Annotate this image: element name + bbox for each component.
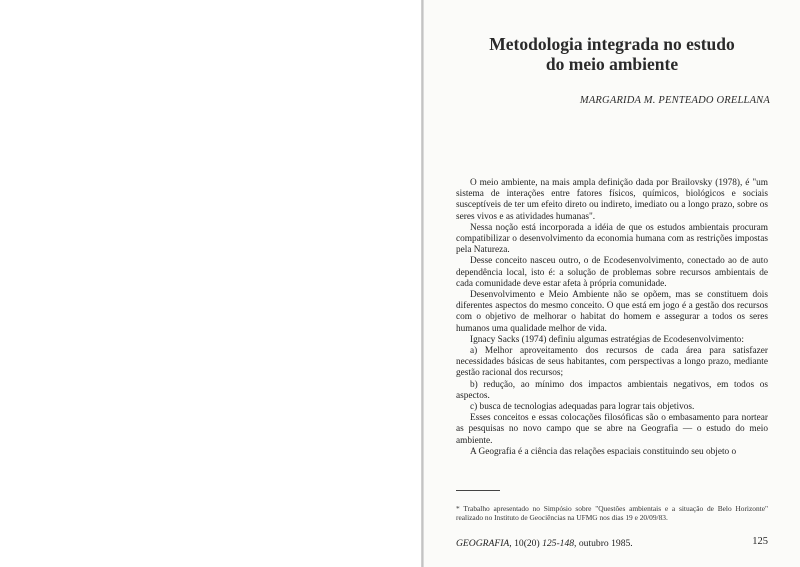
article-body bbox=[456, 178, 768, 458]
list-item: b) redução, ao mínimo dos impactos ambientais negativos, em todos os aspectos. bbox=[456, 379, 768, 401]
paragraph: O meio ambiente, na mais ampla definição dada por Brailovsky (1978), é "um sistema de interações entre fatores físicos, químicos, biológicos e sociais susceptíveis de ter um efeito direto ou indireto, imediato ou a longo prazo, sobre os seres vivos e as atividades humanas". bbox=[456, 178, 768, 222]
title-line-2: do meio ambiente bbox=[545, 54, 679, 74]
author-name: MARGARIDA M. PENTEADO ORELLANA bbox=[579, 95, 770, 106]
title-line-1: Metodologia integrada no estudo bbox=[489, 34, 735, 54]
journal-citation bbox=[456, 538, 633, 549]
footnote: * Trabalho apresentado no Simpósio sobre "Questões ambientais e a situação de Belo Horizonte" realizado no Instituto de Geociências na UFMG nos dias 19 e 20/09/83. bbox=[456, 504, 768, 523]
list-item: c) busca de tecnologias adequadas para lograr tais objetivos. bbox=[470, 402, 695, 413]
paragraph: Esses conceitos e essas colocações filosóficas são o embasamento para nortear as pesquisas no novo campo que se abre na Geografia — o estudo do meio ambiente. bbox=[456, 413, 768, 446]
list-item: a) Melhor aproveitamento dos recursos de cada área para satisfazer necessidades básicas de seus habitantes, com perspectivas a longo prazo, mediante gestão racional dos recursos; bbox=[456, 346, 768, 379]
article-title bbox=[434, 34, 790, 74]
paragraph: Desenvolvimento e Meio Ambiente não se opõem, mas se constituem dois diferentes aspectos do mesmo conceito. O que está em jogo é a gestão dos recursos com o objetivo de melhorar o habitat do homem e assegurar a todos os seres humanos uma qualidade melhor de vida. bbox=[456, 290, 768, 334]
journal-name: GEOGRAFIA, bbox=[456, 538, 512, 549]
paragraph: Ignacy Sacks (1974) definiu algumas estratégias de Ecodesenvolvimento: bbox=[470, 334, 744, 345]
paragraph: A Geografia é a ciência das relações espaciais constituindo seu objeto o bbox=[470, 446, 737, 457]
paragraph: Desse conceito nasceu outro, o de Ecodesenvolvimento, conectado ao de auto dependência local, isto é: a solução de problemas sobre recursos ambientais de cada comunidade deve estar afeta à própria comunidade. bbox=[456, 256, 768, 289]
paragraph: Nessa noção está incorporada a idéia de que os estudos ambientais procuram compatibilizar o desenvolvimento da economia humana com as restrições impostas pela Natureza. bbox=[456, 222, 768, 256]
footnote-divider bbox=[456, 490, 500, 491]
journal-date: outubro 1985. bbox=[578, 538, 633, 549]
journal-volume: 10(20) bbox=[514, 538, 540, 549]
journal-pages: 125-148, bbox=[542, 538, 577, 549]
page-number: 125 bbox=[752, 536, 768, 547]
